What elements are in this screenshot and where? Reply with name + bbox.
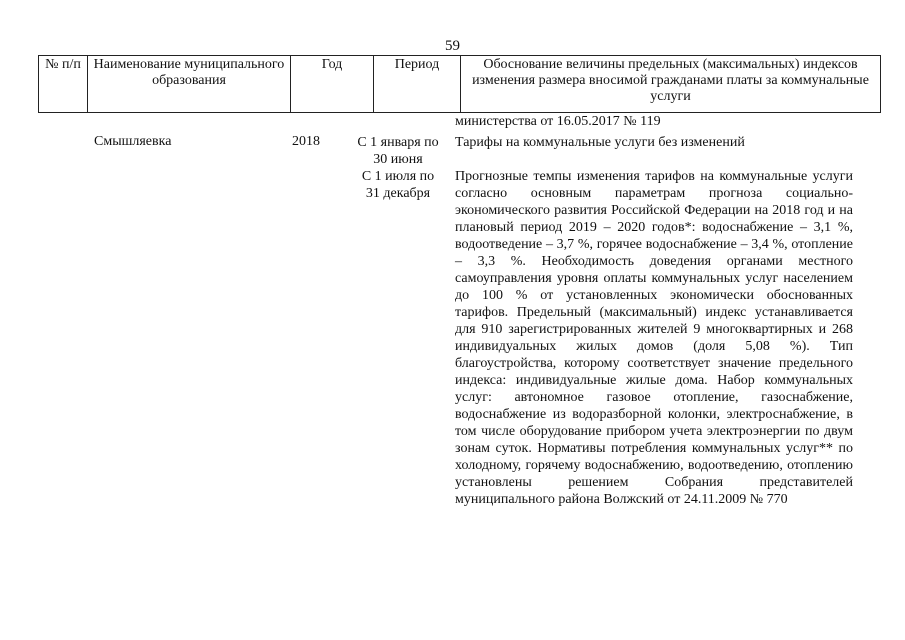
row-period (355, 134, 441, 202)
continuation-text: министерства от 16.05.2017 № 119 (455, 114, 661, 129)
header-col-year: Год (291, 56, 374, 113)
table-header (38, 55, 881, 113)
page-number: 59 (445, 38, 460, 54)
basis-paragraph-2-body: Прогнозные темпы изменения тарифов на коммунальные услуги согласно основным параметрам прогноза социально-экономического развития Российской Федерации на 2018 год и на плановый период 2019 – 2020 годов*: водоснабжение – 3,1 %, водоотведение – 3,7 %, горячее водоснабжение – 3,4 %, отопление – 3,3 %. Необходимость доведения органами местного самоуправления уровня оплаты коммунальных услуг населением до 100 % от установленных экономически обоснованных тарифов. Предельный (максимальный) индекс устанавливается для 910 зарегистрированных жителей 9 многоквартирных и 268 индивидуальных жилых домов (доля 5,08 %). Тип благоустройства, которому соответствует значение предельного индекса: индивидуальные жилые дома. Набор коммунальных услуг: автономное газовое отопление, газоснабжение, водоснабжение из водоразборной колонки, электроснабжение, в том числе оборудование прибором учета электроэнергии по двум зонам суток. Нормативы потребления коммунальных услуг** по холодному, горячему водоснабжению, водоотведению, отоплению установлены решением Собрания представителей (455, 169, 853, 490)
period-first-half: С 1 января по 30 июня (357, 135, 439, 167)
basis-paragraph-1: Тарифы на коммунальные услуги без изменений (455, 135, 745, 150)
basis-description (455, 134, 853, 508)
basis-paragraph-2 (455, 168, 853, 508)
municipality-name: Смышляевка (94, 134, 172, 149)
basis-paragraph-2-last-line: муниципального района Волжский от 24.11.2009 № 770 (455, 492, 788, 507)
row-year: 2018 (292, 134, 320, 149)
header-col-period: Период (374, 56, 461, 113)
header-col-basis: Обоснование величины предельных (максимальных) индексов изменения размера вносимой гражданами платы за коммунальные услуги (461, 56, 881, 113)
period-second-half: С 1 июля по 31 декабря (361, 169, 435, 201)
header-col-number: № п/п (39, 56, 88, 113)
header-col-municipality: Наименование муниципального образования (88, 56, 291, 113)
